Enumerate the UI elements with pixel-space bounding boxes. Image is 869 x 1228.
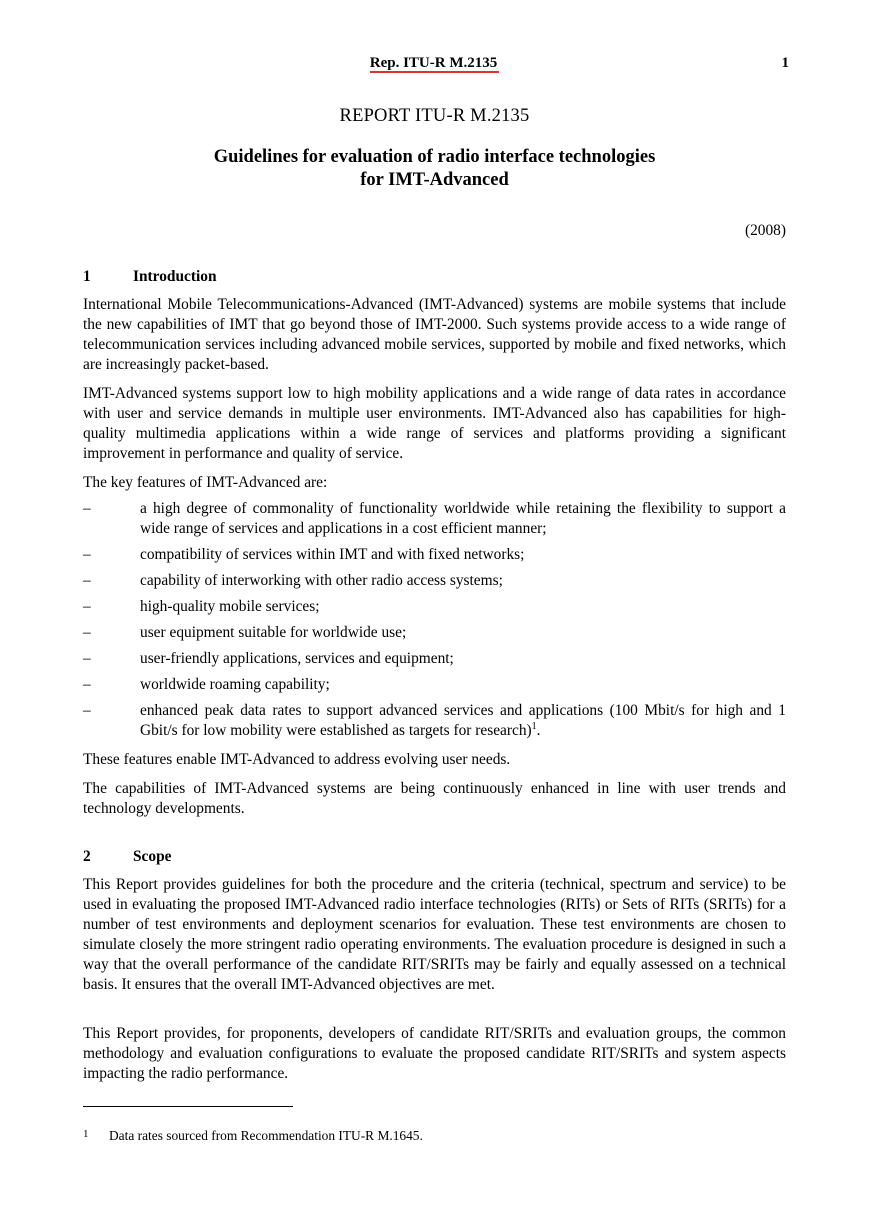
section-title: Introduction [133,268,217,285]
running-header [83,53,789,73]
paragraph: This Report provides, for proponents, developers of candidate RIT/SRITs and evaluation groups, the common methodology and evaluation configurations to evaluate the proposed candidate RIT/SRITs and system aspects impacting the radio performance. [83,1025,786,1082]
list-item: – capability of interworking with other radio access systems; [83,572,503,589]
list-item: – enhanced peak data rates to support advanced services and applications (100 Mbit/s for high and 1 Gbit/s for low mobility were established as targets for research)$^1$. [83,702,786,739]
report-id: REPORT ITU-R M.2135 [339,106,530,126]
key-features-list [83,499,786,747]
list-dash: – [83,572,91,589]
paragraph: This Report provides guidelines for both the procedure and the criteria (technical, spectrum and service) to be used in evaluating the proposed IMT-Advanced radio interface technologies (RITs) or Sets of RITs (SRITs) for a number of test environments and deployment scenarios for evaluation. These test environments are chosen to simulate closely the more stringent radio operating environments. The evaluation procedure is designed in such a way that the overall performance of the candidate RIT/SRITs may be fairly and equally assessed on a technical basis. It ensures that the overall IMT-Advanced objectives are met. [83,876,786,993]
paragraph: The capabilities of IMT-Advanced systems are being continuously enhanced in line with user trends and technology developments. [83,780,786,817]
paragraph: The key features of IMT-Advanced are: [83,474,328,491]
footnote-text: Data rates sourced from Recommendation ITU-R M.1645. [109,1128,423,1143]
list-dash: – [83,624,91,641]
list-dash: – [83,676,91,693]
list-dash: – [83,500,91,517]
document-title [83,146,786,192]
section-heading-introduction [83,267,217,287]
footnote-number: 1 [83,1128,89,1140]
section-number: 1 [83,268,91,285]
list-item: – worldwide roaming capability; [83,676,330,693]
list-dash: – [83,702,91,719]
section-heading-scope [83,847,171,867]
list-item: – user-friendly applications, services and equipment; [83,650,454,667]
list-dash: – [83,598,91,615]
list-item: – compatibility of services within IMT and with fixed networks; [83,546,525,563]
footnote-separator [83,1106,293,1107]
section-title: Scope [133,848,172,865]
document-title-line-2: for IMT-Advanced [360,170,509,190]
list-item: – high-quality mobile services; [83,598,320,615]
page-number: 1 [781,55,789,71]
list-dash: – [83,546,91,563]
running-title: Rep. ITU-R M.2135 [369,55,498,71]
list-dash: – [83,650,91,667]
paragraph: International Mobile Telecommunications-Advanced (IMT-Advanced) systems are mobile systems that include the new capabilities of IMT that go beyond those of IMT-2000. Such systems provide access to a wide range of telecommunication services including advanced mobile services, supported by mobile and fixed networks, which are increasingly packet-based. [83,296,786,373]
list-item: – a high degree of commonality of functionality worldwide while retaining the flexibility to support a wide range of services and applications in a cost efficient manner; [83,500,786,537]
document-year: (2008) [744,222,786,239]
paragraph: IMT-Advanced systems support low to high mobility applications and a wide range of data rates in accordance with user and service demands in multiple user environments. IMT-Advanced also has capabilities for high-quality multimedia applications within a wide range of services and platforms providing a significant improvement in performance and quality of service. [83,385,786,462]
list-item: – user equipment suitable for worldwide use; [83,624,407,641]
document-title-line-1: Guidelines for evaluation of radio interface technologies [213,147,656,167]
footnote [83,1126,786,1146]
footnote-reference[interactable]: 1 [531,720,537,732]
section-number: 2 [83,848,91,865]
paragraph: These features enable IMT-Advanced to address evolving user needs. [83,751,511,768]
